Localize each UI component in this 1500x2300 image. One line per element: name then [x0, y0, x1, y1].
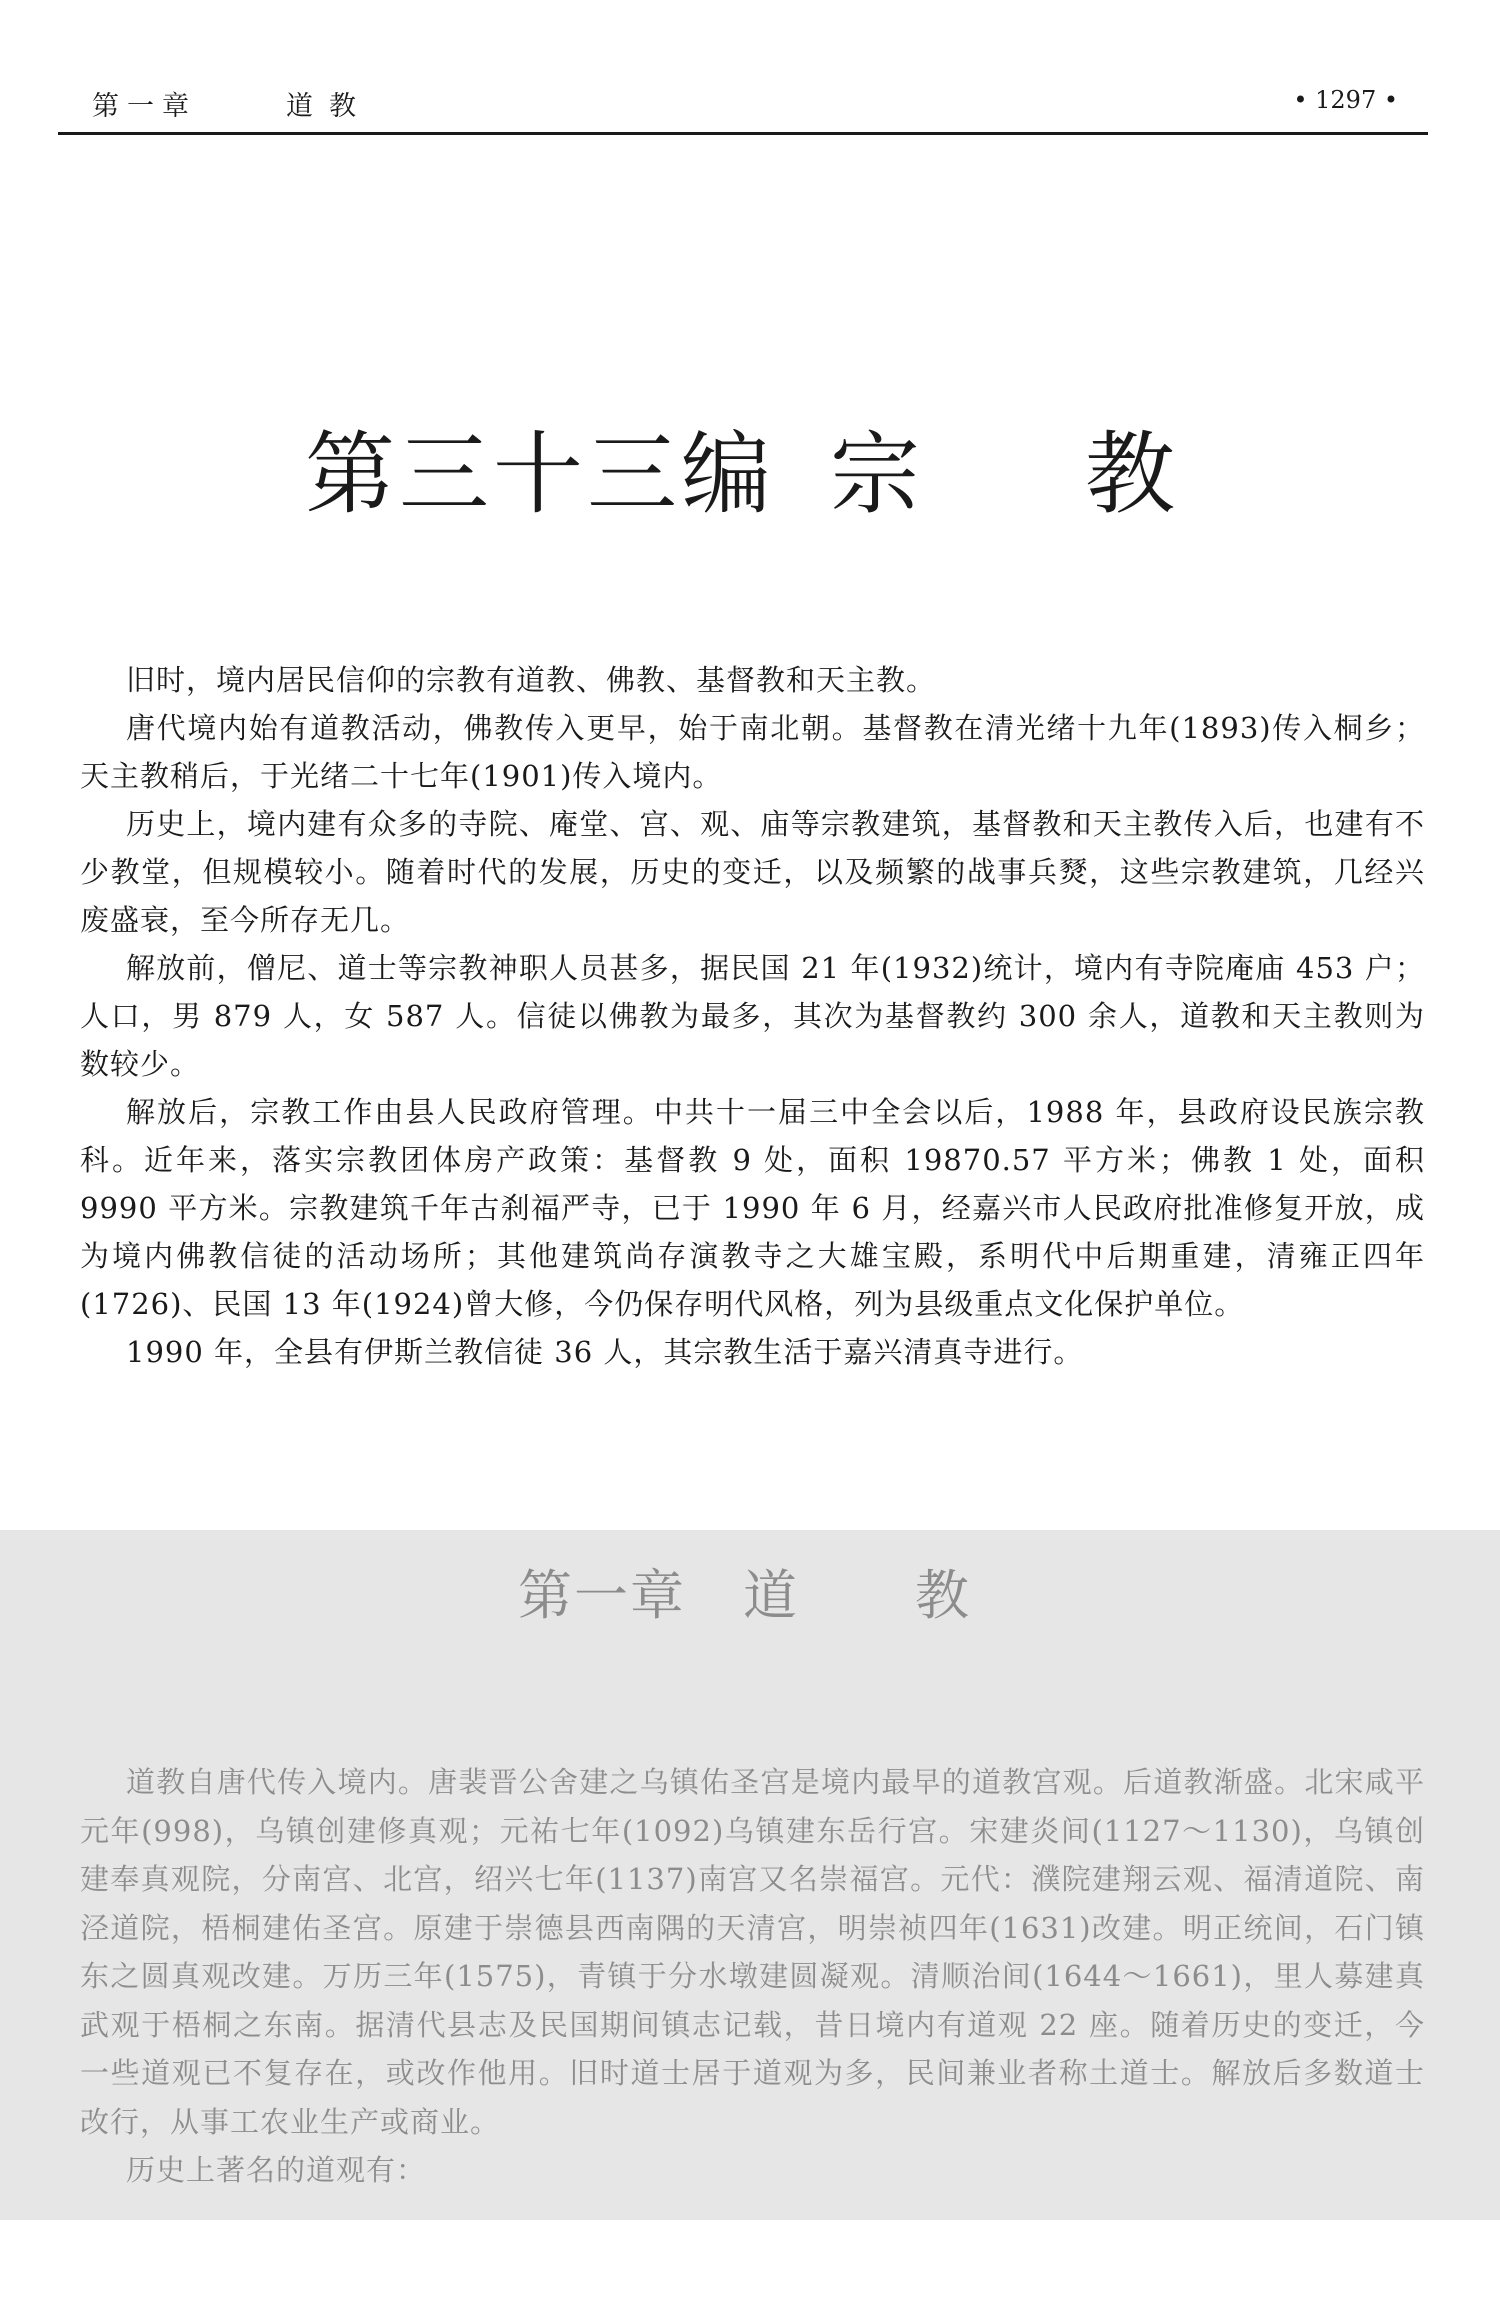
page-number: • 1297 • — [1293, 86, 1398, 114]
intro-paragraph: 唐代境内始有道教活动，佛教传入更早，始于南北朝。基督教在清光绪十九年(1893)传入桐乡；天主教稍后，于光绪二十七年(1901)传入境内。 — [80, 711, 1425, 793]
intro-text — [80, 656, 1425, 1376]
chapter-title-word-second: 教 — [915, 1564, 969, 1627]
intro-paragraph: 解放后，宗教工作由县人民政府管理。中共十一届三中全会以后，1988 年，县政府设民族宗教科。近年来，落实宗教团体房产政策：基督教 9 处，面积 19870.57 平方米；佛教 1 处，面积 9990 平方米。宗教建筑千年古刹福严寺，已于 1990 年 6 月，经嘉兴市人民政府批准修复开放，成为境内佛教信徒的活动场所；其他建筑尚存演教寺之大雄宝殿，系明代中后期重建，清雍正四年(1726)、民国 13 年(1924)曾大修，今仍保存明代风格，列为县级重点文化保护单位。 — [80, 1095, 1425, 1321]
intro-paragraph: 旧时，境内居民信仰的宗教有道教、佛教、基督教和天主教。 — [126, 663, 937, 697]
chapter-paragraph: 历史上著名的道观有： — [126, 2153, 427, 2187]
intro-paragraph: 历史上，境内建有众多的寺院、庵堂、宫、观、庙等宗教建筑，基督教和天主教传入后，也建有不少教堂，但规模较小。随着时代的发展，历史的变迁，以及频繁的战事兵燹，这些宗教建筑，几经兴废盛衰，至今所存无几。 — [80, 807, 1425, 937]
part-title — [0, 420, 1500, 530]
part-title-word-first: 宗 — [830, 422, 920, 527]
intro-paragraph: 1990 年，全县有伊斯兰教信徒 36 人，其宗教生活于嘉兴清真寺进行。 — [126, 1335, 1084, 1369]
intro-paragraph: 解放前，僧尼、道士等宗教神职人员甚多，据民国 21 年(1932)统计，境内有寺院庵庙 453 户；人口，男 879 人，女 587 人。信徒以佛教为最多，其次为基督教约 300 余人，道教和天主教则为数较少。 — [80, 951, 1425, 1081]
running-header-section: 道教 — [286, 91, 372, 122]
chapter-paragraph: 道教自唐代传入境内。唐裴晋公舍建之乌镇佑圣宫是境内最早的道教宫观。后道教渐盛。北宋咸平元年(998)，乌镇创建修真观；元祐七年(1092)乌镇建东岳行宫。宋建炎间(1127～1130)，乌镇创建奉真观院，分南宫、北宫，绍兴七年(1137)南宫又名崇福宫。元代：濮院建翔云观、福清道院、南泾道院，梧桐建佑圣宫。原建于崇德县西南隅的天清宫，明崇祯四年(1631)改建。明正统间，石门镇东之圆真观改建。万历三年(1575)，青镇于分水墩建圆凝观。清顺治间(1644～1661)，里人募建真武观于梧桐之东南。据清代县志及民国期间镇志记载，昔日境内有道观 22 座。随着历史的变迁，今一些道观已不复存在，或改作他用。旧时道士居于道观为多，民间兼业者称土道士。解放后多数道士改行，从事工农业生产或商业。 — [80, 1765, 1425, 2139]
part-title-number: 第三十三编 — [305, 422, 775, 527]
part-title-word-second: 教 — [1085, 422, 1175, 527]
running-header — [58, 70, 1428, 135]
chapter-body-text — [80, 1758, 1425, 2195]
chapter-title-number: 第一章 — [518, 1564, 686, 1627]
running-header-chapter: 第一章 — [92, 91, 197, 122]
chapter-title-word-first: 道 — [743, 1564, 797, 1627]
chapter-title — [0, 1556, 1500, 1636]
